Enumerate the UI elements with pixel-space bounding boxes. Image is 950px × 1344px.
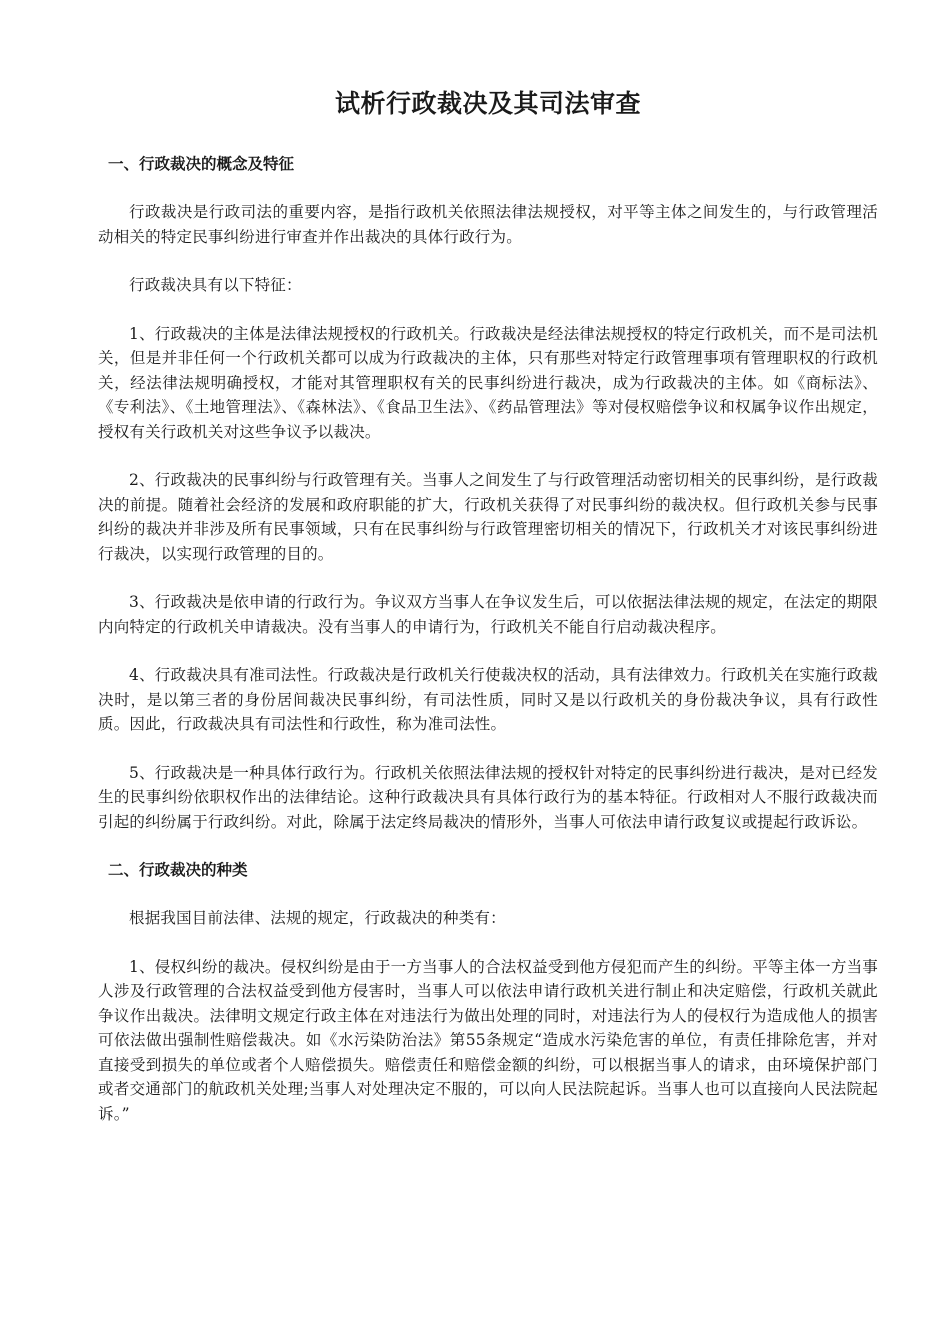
paragraph: 根据我国目前法律、法规的规定，行政裁决的种类有： [129, 909, 506, 927]
paragraph: 行政裁决是行政司法的重要内容，是指行政机关依照法律法规授权，对平等主体之间发生的，与行政管理活动相关的特定民事纠纷进行审查并作出裁决的具体行政行为。 [98, 203, 878, 246]
section-types [98, 858, 878, 1126]
paragraph: 1、行政裁决的主体是法律法规授权的行政机关。行政裁决是经法律法规授权的特定行政机关，而不是司法机关，但是并非任何一个行政机关都可以成为行政裁决的主体，只有那些对特定行政管理事项有管理职权的行政机关，经法律法规明确授权，才能对其管理职权有关的民事纠纷进行裁决，成为行政裁决的主体。如《商标法》、《专利法》、《土地管理法》、《森林法》、《食品卫生法》、《药品管理法》等对侵权赔偿争议和权属争议作出规定，授权有关行政机关对这些争议予以裁决。 [98, 324, 878, 441]
paragraph: 行政裁决具有以下特征： [129, 276, 302, 294]
paragraph: 5、行政裁决是一种具体行政行为。行政机关依照法律法规的授权针对特定的民事纠纷进行裁决，是对已经发生的民事纠纷依职权作出的法律结论。这种行政裁决具有具体行政行为的基本特征。行政相对人不服行政裁决而引起的纠纷属于行政纠纷。对此，除属于法定终局裁决的情形外，当事人可依法申请行政复议或提起行政诉讼。 [98, 763, 878, 831]
section-heading: 一、行政裁决的概念及特征 [108, 155, 295, 173]
paragraph: 2、行政裁决的民事纠纷与行政管理有关。当事人之间发生了与行政管理活动密切相关的民事纠纷，是行政裁决的前提。随着社会经济的发展和政府职能的扩大，行政机关获得了对民事纠纷的裁决权。但行政机关参与民事纠纷的裁决并非涉及所有民事领域，只有在民事纠纷与行政管理密切相关的情况下，行政机关才对该民事纠纷进行裁决，以实现行政管理的目的。 [98, 471, 878, 563]
section-concept-features [98, 152, 878, 834]
document-title: 试析行政裁决及其司法审查 [334, 89, 641, 118]
section-heading: 二、行政裁决的种类 [108, 861, 248, 879]
paragraph: 3、行政裁决是依申请的行政行为。争议双方当事人在争议发生后，可以依据法律法规的规定，在法定的期限内向特定的行政机关申请裁决。没有当事人的申请行为，行政机关不能自行启动裁决程序。 [98, 593, 878, 636]
paragraph: 1、侵权纠纷的裁决。侵权纠纷是由于一方当事人的合法权益受到他方侵犯而产生的纠纷。平等主体一方当事人涉及行政管理的合法权益受到他方侵害时，当事人可以依法申请行政机关进行制止和决定赔偿，行政机关就此争议作出裁决。法律明文规定行政主体在对违法行为做出处理的同时，对违法行为人的侵权行为造成他人的损害可依法做出强制性赔偿裁决。如《水污染防治法》第55条规定“造成水污染危害的单位，有责任排除危害，并对直接受到损失的单位或者个人赔偿损失。赔偿责任和赔偿金额的纠纷，可以根据当事人的请求，由环境保护部门或者交通部门的航政机关处理;当事人对处理决定不服的，可以向人民法院起诉。当事人也可以直接向人民法院起诉。” [98, 957, 878, 1123]
paragraph: 4、行政裁决具有准司法性。行政裁决是行政机关行使裁决权的活动，具有法律效力。行政机关在实施行政裁决时，是以第三者的身份居间裁决民事纠纷，有司法性质，同时又是以行政机关的身份裁决争议，具有行政性质。因此，行政裁决具有司法性和行政性，称为准司法性。 [98, 666, 878, 733]
